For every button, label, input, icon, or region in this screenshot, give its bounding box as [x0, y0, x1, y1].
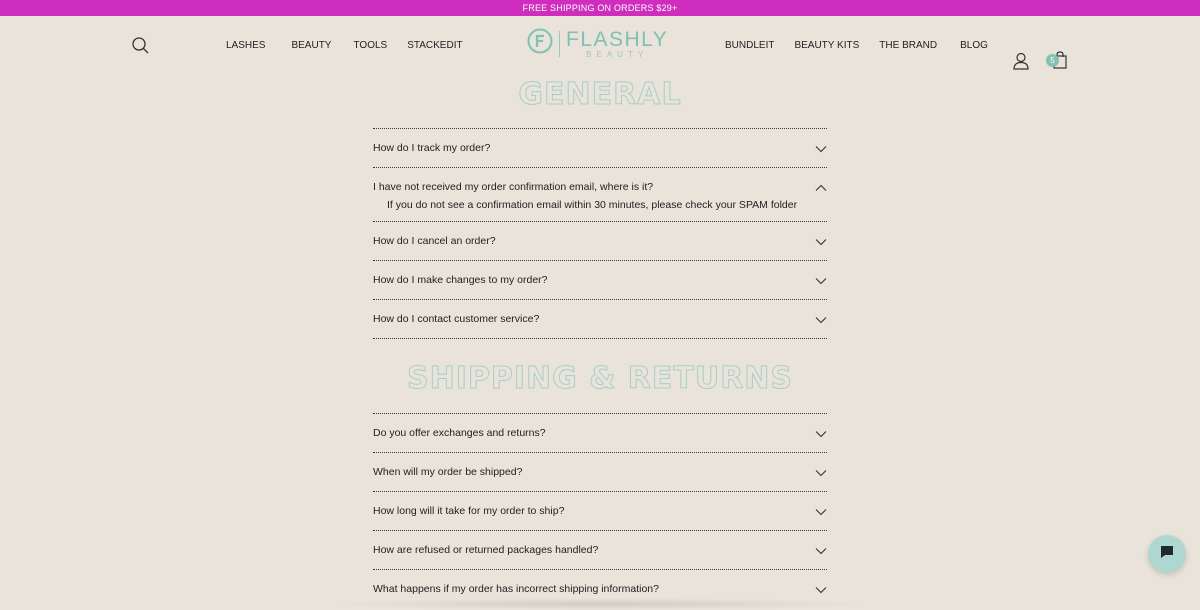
chevron-down-icon: [815, 315, 827, 323]
nav-link-beauty-kits[interactable]: BEAUTY KITS: [794, 40, 860, 51]
logo-mark-icon: [527, 28, 553, 59]
nav-link-bundleit[interactable]: BUNDLEIT: [725, 40, 775, 51]
nav-right: [725, 40, 988, 51]
chat-button[interactable]: [1148, 535, 1186, 573]
chevron-down-icon: [815, 585, 827, 593]
faq-question-text: How do I cancel an order?: [373, 235, 496, 247]
faq-question-text: How do I make changes to my order?: [373, 274, 548, 286]
chevron-down-icon: [815, 276, 827, 284]
faq-question-text: How do I contact customer service?: [373, 313, 540, 325]
faq-item: [373, 260, 827, 299]
faq-list-general: [373, 128, 827, 339]
faq-question-text: What happens if my order has incorrect shipping information?: [373, 583, 659, 595]
nav-link-tools[interactable]: TOOLS: [353, 40, 388, 51]
faq-question-text: How do I track my order?: [373, 142, 491, 154]
section-title-shipping-returns: SHIPPING & RETURNS: [406, 361, 794, 396]
nav-link-stackedit[interactable]: STACKEDIT: [407, 40, 463, 51]
faq-question-button[interactable]: [373, 222, 827, 260]
faq-question-text: When will my order be shipped?: [373, 466, 523, 478]
chevron-down-icon: [815, 144, 827, 152]
chevron-down-icon: [815, 507, 827, 515]
faq-question-text: Do you offer exchanges and returns?: [373, 427, 546, 439]
faq-item: [373, 167, 827, 221]
faq-question-text: How are refused or returned packages handled?: [373, 544, 599, 556]
nav-link-lashes[interactable]: LASHES: [226, 40, 266, 51]
site-header: [0, 16, 1200, 74]
promo-banner: FREE SHIPPING ON ORDERS $29+: [0, 0, 1200, 16]
faq-item: [373, 299, 827, 339]
logo-tagline: BEAUTY: [586, 49, 649, 59]
section-title-general: GENERAL: [518, 77, 682, 112]
cart-button[interactable]: [1046, 51, 1068, 71]
chevron-down-icon: [815, 237, 827, 245]
faq-item: [373, 128, 827, 167]
chevron-down-icon: [815, 546, 827, 554]
logo-wordmark: FLASHLY: [566, 27, 669, 51]
nav-link-beauty[interactable]: BEAUTY: [291, 40, 332, 51]
account-icon[interactable]: [1013, 52, 1029, 70]
faq-question-text: I have not received my order confirmation email, where is it?: [373, 181, 654, 193]
bottom-shadow: [330, 598, 870, 610]
faq-answer-text: If you do not see a confirmation email within 30 minutes, please check your SPAM folder: [387, 199, 798, 211]
nav-link-blog[interactable]: BLOG: [960, 40, 988, 51]
chat-bubble-icon: [1159, 544, 1175, 565]
faq-item: [373, 221, 827, 260]
faq-question-button[interactable]: [373, 300, 827, 338]
logo-divider: [559, 31, 560, 57]
faq-question-text: How long will it take for my order to ship?: [373, 505, 565, 517]
chevron-down-icon: [815, 429, 827, 437]
chevron-up-icon: [815, 183, 827, 191]
faq-question-button[interactable]: [373, 531, 827, 569]
nav-link-the-brand[interactable]: THE BRAND: [879, 40, 938, 51]
faq-item: [373, 413, 827, 452]
faq-list-shipping-returns: [373, 413, 827, 608]
faq-item: [373, 452, 827, 491]
faq-question-button[interactable]: [373, 261, 827, 299]
faq-item: [373, 491, 827, 530]
faq-item: [373, 530, 827, 569]
nav-left: [226, 40, 463, 51]
chevron-down-icon: [815, 468, 827, 476]
faq-question-button[interactable]: [373, 453, 827, 491]
brand-logo[interactable]: [527, 28, 668, 59]
cart-count-badge: 5: [1046, 54, 1059, 67]
faq-question-button[interactable]: [373, 129, 827, 167]
faq-question-button[interactable]: [373, 492, 827, 530]
faq-question-button[interactable]: [373, 414, 827, 452]
search-icon[interactable]: [131, 36, 151, 56]
